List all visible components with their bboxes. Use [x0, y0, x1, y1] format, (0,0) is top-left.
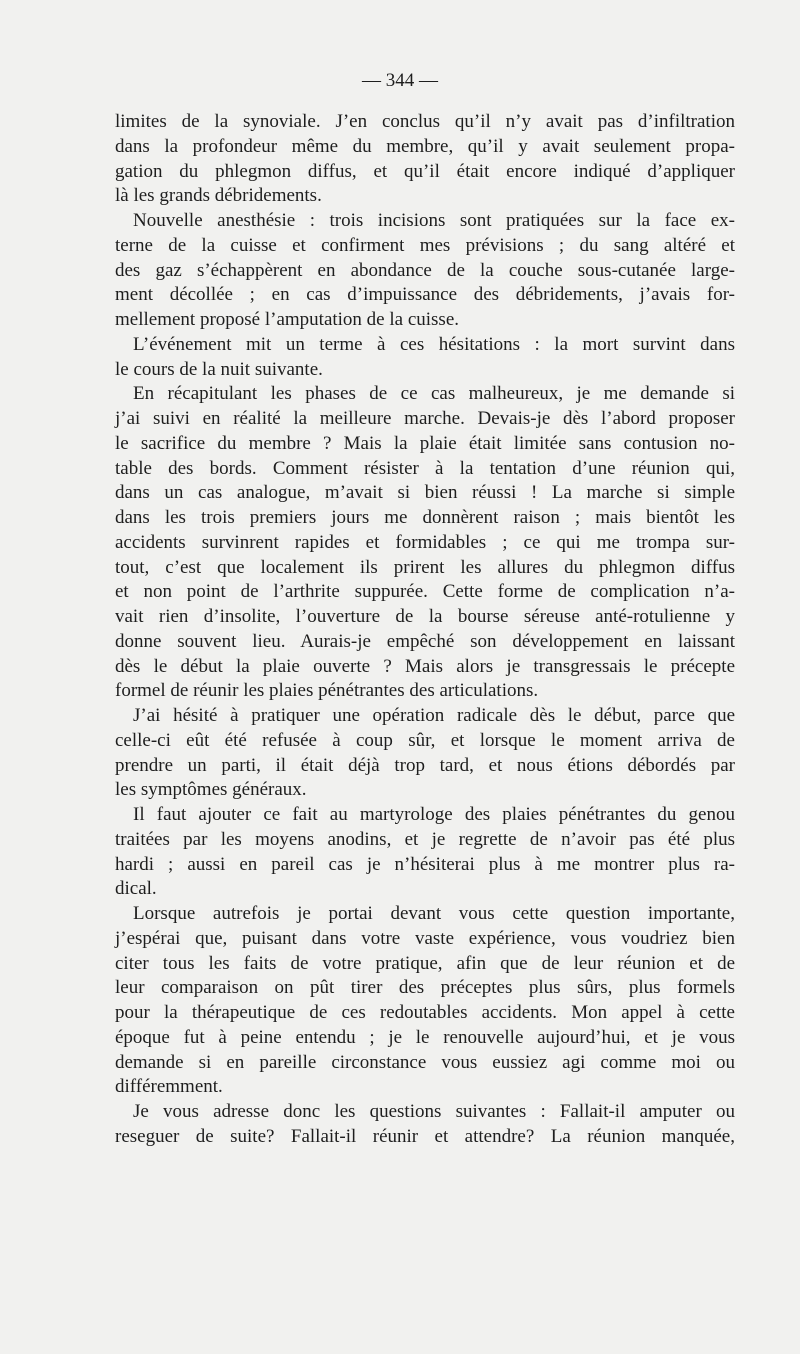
text-line: dans un cas analogue, m’avait si bien réussi ! La marche si simple: [115, 482, 735, 504]
text-line: Il faut ajouter ce fait au martyrologe des plaies pénétrantes du genou: [133, 804, 735, 825]
text-line: les symptômes généraux.: [115, 779, 307, 801]
text-line: table des bords. Comment résister à la tentation d’une réunion qui,: [115, 457, 735, 479]
text-line: reseguer de suite? Fallait-il réunir et attendre? La réunion manquée,: [115, 1125, 735, 1147]
text-line: ment décollée ; en cas d’impuissance des débridements, j’avais for-: [115, 284, 735, 306]
text-line: dical.: [115, 878, 157, 900]
text-line: mellement proposé l’amputation de la cuisse.: [115, 309, 460, 330]
text-line: gation du phlegmon diffus, et qu’il était encore indiqué d’appliquer: [115, 160, 735, 182]
body-text: [115, 110, 735, 1150]
text-line: j’espérai que, puisant dans votre vaste expérience, vous voudriez bien: [115, 927, 735, 949]
text-line: le sacrifice du membre ? Mais la plaie était limitée sans contusion no-: [115, 432, 735, 454]
text-line: citer tous les faits de votre pratique, afin que de leur réunion et de: [115, 952, 735, 974]
text-line: dans les trois premiers jours me donnèrent raison ; mais bientôt les: [115, 507, 735, 528]
text-line: L’événement mit un terme à ces hésitations : la mort survint dans: [133, 333, 735, 355]
text-line: hardi ; aussi en pareil cas je n’hésiterai plus à me montrer plus ra-: [115, 853, 735, 875]
text-line: terne de la cuisse et confirment mes prévisions ; du sang altéré et: [115, 234, 735, 256]
text-line: J’ai hésité à pratiquer une opération radicale dès le début, parce que: [133, 705, 735, 726]
text-line: En récapitulant les phases de ce cas malheureux, je me demande si: [133, 383, 735, 405]
text-line: pour la thérapeutique de ces redoutables accidents. Mon appel à cette: [115, 1002, 735, 1023]
text-line: leur comparaison on pût tirer des préceptes plus sûrs, plus formels: [115, 977, 735, 999]
text-line: formel de réunir les plaies pénétrantes des articulations.: [115, 680, 539, 702]
text-line: des gaz s’échappèrent en abondance de la couche sous-cutanée large-: [115, 259, 735, 281]
text-line: époque fut à peine entendu ; je le renouvelle aujourd’hui, et je vous: [115, 1026, 735, 1048]
text-line: vait rien d’insolite, l’ouverture de la bourse séreuse anté-rotulienne y: [115, 606, 735, 627]
text-line: Nouvelle anesthésie : trois incisions sont pratiquées sur la face ex-: [133, 210, 735, 231]
text-line: j’ai suivi en réalité la meilleure marche. Devais-je dès l’abord proposer: [115, 408, 735, 429]
text-line: celle-ci eût été refusée à coup sûr, et lorsque le moment arriva de: [115, 729, 735, 751]
text-line: dans la profondeur même du membre, qu’il y avait seulement propa-: [115, 135, 735, 157]
text-line: le cours de la nuit suivante.: [115, 358, 323, 380]
text-line: donne souvent lieu. Aurais-je empêché son développement en laissant: [115, 630, 735, 652]
text-line: demande si en pareille circonstance vous eussiez agi comme moi ou: [115, 1051, 735, 1073]
text-line: prendre un parti, il était déjà trop tard, et nous étions débordés par: [115, 754, 735, 776]
text-line: et non point de l’arthrite suppurée. Cette forme de complication n’a-: [115, 581, 735, 603]
text-line: Lorsque autrefois je portai devant vous cette question importante,: [133, 903, 735, 924]
text-line: dès le début la plaie ouverte ? Mais alors je transgressais le précepte: [115, 655, 735, 677]
text-line: là les grands débridements.: [115, 185, 322, 207]
text-line: accidents survinrent rapides et formidables ; ce qui me trompa sur-: [115, 531, 735, 553]
page-number: — 344 —: [362, 70, 438, 91]
text-line: tout, c’est que localement ils prirent les allures du phlegmon diffus: [115, 556, 735, 578]
text-line: Je vous adresse donc les questions suivantes : Fallait-il amputer ou: [133, 1101, 735, 1122]
text-line: traitées par les moyens anodins, et je regrette de n’avoir pas été plus: [115, 828, 735, 850]
text-line: différemment.: [115, 1076, 223, 1098]
text-line: limites de la synoviale. J’en conclus qu’il n’y avait pas d’infiltration: [115, 111, 735, 132]
